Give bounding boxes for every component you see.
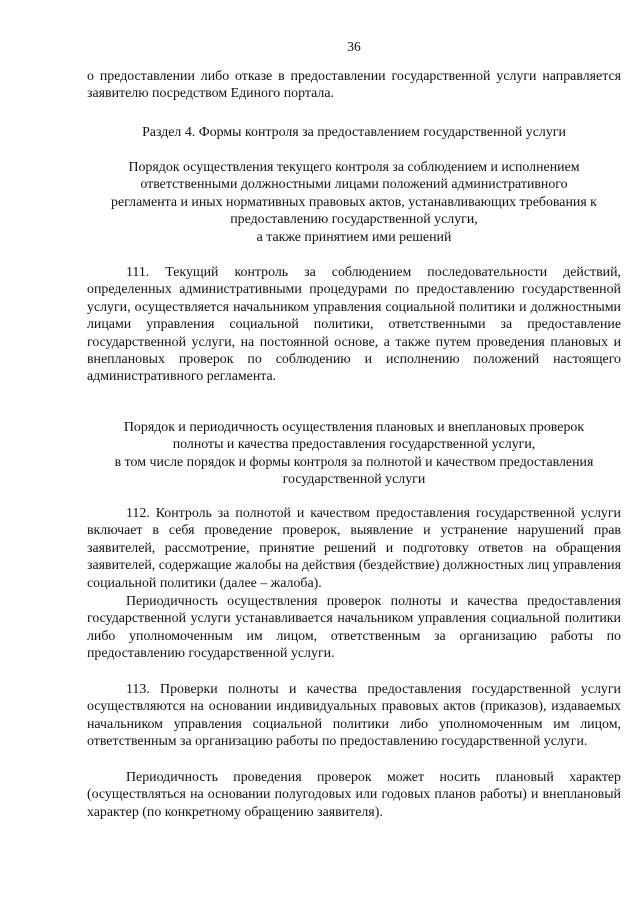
heading-line: в том числе порядок и формы контроля за полнотой и качеством предоставления	[114, 454, 594, 470]
heading-line: ответственными должностными лицами положений административного	[140, 177, 568, 193]
heading-line: регламента и иных нормативных правовых актов, устанавливающих требования к	[111, 194, 597, 210]
paragraph-111: 111. Текущий контроль за соблюдением последовательности действий, определенных административными процедурами по предоставлению государственной услуги, осуществляется начальником управления социальной политики и должностными лицами управления социальной политики, ответственными за предоставление государственной услуги, на постоянной основе, а также путем проведения плановых и внеплановых проверок по соблюдению и исполнению положений настоящего административного регламента.	[87, 265, 621, 385]
paragraph-112: 112. Контроль за полнотой и качеством предоставления государственной услуги включает в себя проведение проверок, выявление и устранение нарушений прав заявителей, рассмотрение, принятие решений и подготовку ответов на обращения заявителей, содержащие жалобы на действия (бездействие) должностных лиц управления социальной политики (далее – жалоба).	[87, 506, 621, 591]
paragraph-113: 113. Проверки полноты и качества предоставления государственной услуги осуществляются на основании индивидуальных правовых актов (приказов), издаваемых начальником управления социальной политики либо уполномоченным им лицом, ответственным за организацию работы по предоставлению государственной услуги.	[87, 682, 621, 750]
heading-line: полноты и качества предоставления государственной услуги,	[172, 437, 536, 453]
paragraph-113-periodicity: Периодичность проведения проверок может носить плановый характер (осуществляться на основании полугодовых или годовых планов работы) и внеплановый характер (по конкретному обращению заявителя).	[87, 770, 621, 820]
intro-paragraph: о предоставлении либо отказе в предоставлении государственной услуги направляется заявителю посредством Единого портала.	[87, 69, 621, 102]
heading-current-control	[87, 159, 621, 246]
heading-line: государственной услуги	[282, 472, 426, 488]
heading-line: предоставлению государственной услуги,	[230, 212, 478, 228]
heading-inspections	[87, 419, 621, 489]
section-title: Раздел 4. Формы контроля за предоставлением государственной услуги	[142, 125, 566, 140]
page-number: 36	[347, 39, 361, 54]
heading-line: Порядок осуществления текущего контроля за соблюдением и исполнением	[128, 160, 580, 175]
paragraph-112-periodicity: Периодичность осуществления проверок полноты и качества предоставления государственной услуги устанавливается начальником управления социальной политики либо уполномоченным им лицом, ответственным за организацию работы по предоставлению государственной услуги.	[87, 594, 621, 662]
heading-line: а также принятием ими решений	[256, 229, 452, 245]
heading-line: Порядок и периодичность осуществления плановых и внеплановых проверок	[123, 420, 585, 435]
